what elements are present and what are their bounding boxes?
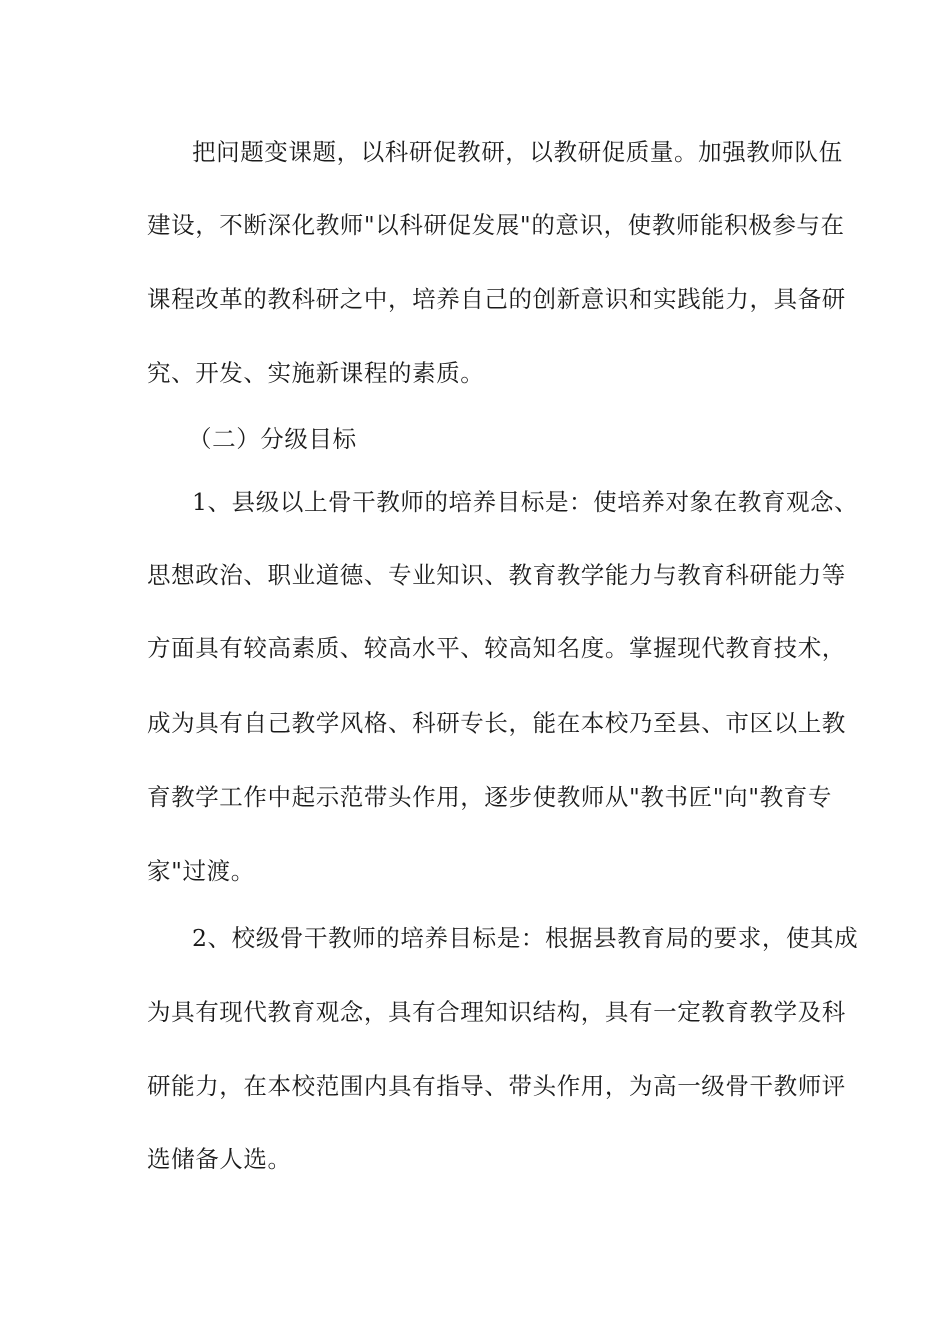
paragraph-line: 研能力，在本校范围内具有指导、带头作用，为高一级骨干教师评 <box>147 1072 846 1100</box>
paragraph-line: 课程改革的教科研之中，培养自己的创新意识和实践能力，具备研 <box>147 285 846 313</box>
paragraph-line: 为具有现代教育观念，具有合理知识结构，具有一定教育教学及科 <box>147 998 846 1026</box>
paragraph-line: 成为具有自己教学风格、科研专长，能在本校乃至县、市区以上教 <box>147 709 846 737</box>
paragraph-line: 方面具有较高素质、较高水平、较高知名度。掌握现代教育技术， <box>147 634 846 662</box>
paragraph-line: 建设，不断深化教师"以科研促发展"的意识，使教师能积极参与在 <box>147 211 845 239</box>
paragraph-line: 家"过渡。 <box>147 857 255 885</box>
paragraph-line: 1、县级以上骨干教师的培养目标是：使培养对象在教育观念、 <box>192 488 859 516</box>
paragraph-line: 究、开发、实施新课程的素质。 <box>147 359 485 387</box>
paragraph-line: 选储备人选。 <box>147 1145 292 1173</box>
paragraph-line: 育教学工作中起示范带头作用，逐步使教师从"教书匠"向"教育专 <box>147 783 832 811</box>
paragraph-line: 思想政治、职业道德、专业知识、教育教学能力与教育科研能力等 <box>147 561 846 589</box>
paragraph-line: 把问题变课题，以科研促教研，以教研促质量。加强教师队伍 <box>192 138 843 166</box>
paragraph-line: 2、校级骨干教师的培养目标是：根据县教育局的要求，使其成 <box>192 924 859 952</box>
section-heading: （二）分级目标 <box>188 425 357 453</box>
